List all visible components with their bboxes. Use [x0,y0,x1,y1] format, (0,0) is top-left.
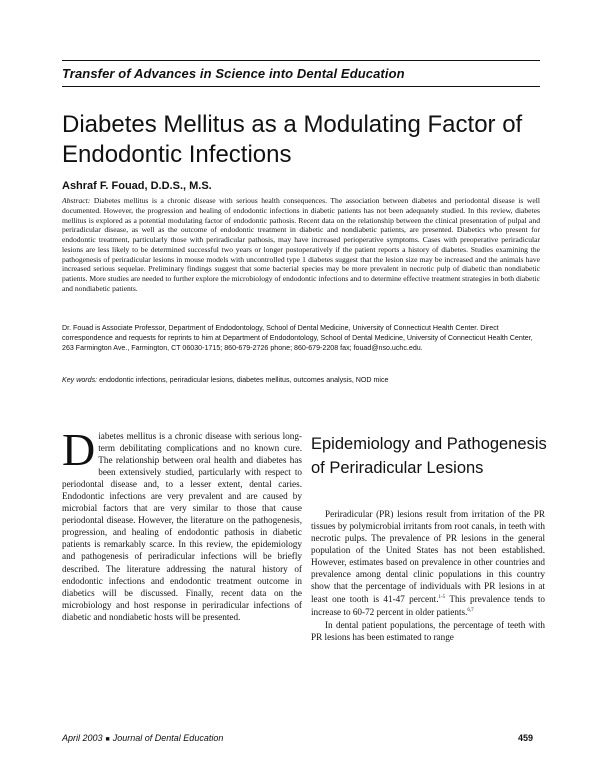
intro-text: iabetes mellitus is a chronic disease with serious long-term debilitating complications and no known cure. The relationship between oral health and diabetes has been extensively studied, particularly with respect to periodontal disease and, to a lesser extent, dental caries. Endodontic infections are very prevalent and are caused by microbial factors that are very similar to those that cause periodontal disease. However, the literature on the pathogenesis, progression, and healing of endodontic pathosis in diabetic patients is remarkably scarce. In this review, the epidemiology and pathogenesis of periradicular infections will be briefly described. The literature addressing the natural history of endodontic infections and endodontic treatment outcome in diabetics will be discussed. Finally, recent data on the microbiology and host response in periradicular infections of diabetic and nondiabetic hosts will be presented. [62,431,302,622]
header-rule-top [62,60,540,61]
body-paragraph-2: In dental patient populations, the percentage of teeth with PR lesions has been estimated to range [311,619,545,642]
abstract-label: Abstract: [62,196,91,205]
header-rule-bottom [62,86,540,87]
drop-cap: D [62,424,96,475]
citation-ref: 1-5 [438,595,446,601]
footer [62,733,223,743]
footer-separator: ■ [105,736,110,743]
section-header: Transfer of Advances in Science into Dental Education [62,66,405,81]
body-paragraph-1-text-a: Periradicular (PR) lesions result from irritation of the PR tissues by polymicrobial irritants from root canals, in teeth with necrotic pulps. The prevalence of PR lesions in the general population of the United States has not been established. However, estimates based on prevalence in other countries and prevalence among dental clinic populations in this country show that the percentage of individuals with PR lesions in at least one tooth is 41-47 percent. [311,509,545,605]
abstract-text: Diabetes mellitus is a chronic disease with serious health consequences. The association between diabetes and periodontal disease is well documented. However, the progression and healing of endodontic infections in diabetic patients has not been adequately studied. In this review, diabetes mellitus is explored as a potential modulating factor of endodontic pathosis. Recent data on the relationship between the clinical presentation of pulpal and periradicular disease, as well as the outcome of endodontic treatment in diabetic and nondiabetic patients, are presented. Diabetics who present for endodontic treatment, particularly those with periradicular pathosis, may have increased perioperative symptoms. Cases with preoperative periradicular lesions are less likely to be determined successful two years or longer postoperatively if the patient reports a history of diabetes. Studies examining the pathogenesis of periradicular lesions in mouse models with uncontrolled type 1 diabetes suggest that the lesion size may be increased and the animals have increased serious sequelae. Preliminary findings suggest that some bacterial species may be more prevalent in necrotic pulp of diabetic than nondiabetic patients. More studies are needed to further explore the microbiology of endodontic infections and to determine effective treatment strategies in both diabetic and nondiabetic patients. [62,196,540,293]
keywords-text: endodontic infections, periradicular lesions, diabetes mellitus, outcomes analysis, NOD mice [99,376,389,384]
author-affiliation: Dr. Fouad is Associate Professor, Department of Endodontology, School of Dental Medicine, University of Connecticut Health Center. Direct correspondence and requests for reprints to him at Department of Endodontology, School of Dental Medicine, University of Connecticut Health Center, 263 Farmington Ave., Farmington, CT 06030-1715; 860-679-2726 phone; 860-679-2208 fax; fouad@nso.uchc.edu. [62,324,533,352]
author-name: Ashraf F. Fouad, D.D.S., M.S. [62,180,212,192]
intro-paragraph [62,424,302,623]
body-column-right [311,508,545,643]
page-number: 459 [518,733,534,743]
abstract [62,196,540,294]
keywords-label: Key words: [62,376,98,384]
citation-ref: 6,7 [467,608,474,614]
section-heading: Epidemiology and Pathogenesis of Periradicular Lesions [311,435,547,477]
body-paragraph-1-text-b: This prevalence tends to increase to 60-72 percent in older patients. [311,594,545,618]
footer-date: April 2003 [62,733,103,743]
article-title: Diabetes Mellitus as a Modulating Factor of Endodontic Infections [62,111,523,168]
keywords [62,376,540,384]
footer-journal: Journal of Dental Education [112,733,224,743]
body-paragraph-1 [311,508,545,619]
